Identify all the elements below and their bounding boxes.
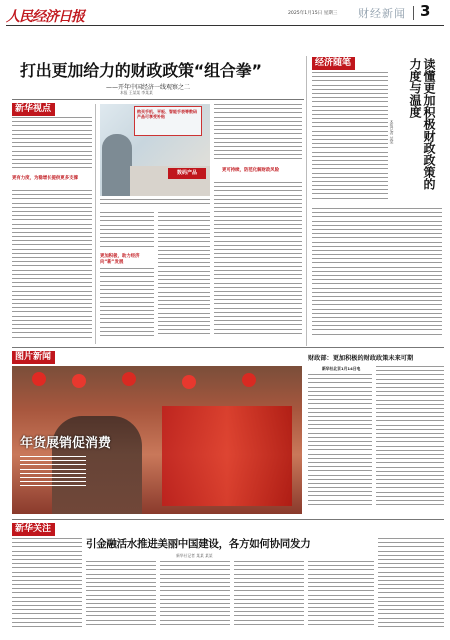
page-divider (413, 6, 414, 20)
column-byline: 本报记者 某某 (390, 120, 395, 145)
section-label-xinhua-focus: 新华关注 (12, 523, 55, 536)
photo-news-caption-body (20, 456, 86, 504)
section-rule-2 (12, 519, 444, 520)
photo-sign: 数码产品 (168, 168, 206, 179)
bottom-byline: 新华社记者 某某 某某 (176, 553, 213, 558)
right-box-subtitle: 新华社北京1月14日电 (322, 366, 361, 371)
bottom-body-col2 (86, 561, 156, 634)
bottom-body-col5 (308, 561, 374, 634)
lead-body-col4b (214, 182, 302, 342)
bottom-body-col3 (160, 561, 230, 634)
lead-subheadline: ——开年中国经济一线观察之二 (106, 84, 191, 91)
section-label-photo-news: 图片新闻 (12, 351, 55, 364)
bottom-body-col6 (378, 538, 444, 634)
photo-person (102, 134, 132, 196)
right-box-body-2 (376, 366, 444, 514)
lead-body-col2b (100, 268, 154, 342)
bottom-body-col4 (234, 561, 304, 634)
lantern-row (12, 372, 302, 392)
bottom-headline: 引金融活水推进美丽中国建设，各方如何协同发力 (86, 538, 311, 550)
lead-body-col4 (214, 104, 302, 166)
news-review-subhead-1: 更有力度，为稳增长提供更多支撑 (12, 176, 78, 181)
right-box-title: 财政部：更加积极的财政政策未来可期 (308, 355, 414, 362)
section-label-news-review: 新华视点 (12, 103, 55, 116)
photo-news-image (12, 366, 302, 514)
section-name: 财经新闻 (358, 7, 406, 20)
news-review-subhead-2: 更加积极，助力经济向“新”发展 (100, 254, 140, 265)
masthead-logo: 人民经济日报 (6, 9, 84, 25)
lead-headline: 打出更加给力的财政政策“组合拳” (20, 61, 262, 80)
economic-notes-body-2 (312, 208, 442, 342)
date-line: 2025年1月15日 星期三 (288, 11, 338, 16)
lead-photo (100, 104, 210, 196)
column-title-vertical: 读懂更加积极财政政策的力度与温度 (408, 58, 436, 190)
col-rule-2 (306, 56, 307, 346)
bottom-body-col1 (12, 538, 82, 634)
photo-news-caption-title: 年货展销促消费 (20, 436, 112, 451)
lead-byline: 本报 王某某 李某某 (120, 90, 153, 95)
economic-notes-body-1 (312, 72, 388, 206)
masthead (6, 4, 116, 26)
stall-red-goods (162, 406, 292, 506)
lead-body-col2 (100, 212, 154, 252)
section-label-economic-notes: 经济随笔 (312, 57, 355, 70)
lead-body-col3 (158, 212, 210, 342)
header-rule (6, 25, 444, 26)
photo-caption-lead (100, 199, 210, 209)
photo-banner: 购买手机、平板、智能手表等数码产品可享受补贴 (134, 106, 202, 136)
right-box-body-1 (308, 374, 372, 514)
section-rule-1 (12, 347, 444, 348)
news-review-body-1 (12, 117, 92, 175)
page-number: 3 (420, 2, 431, 20)
news-review-body-2 (12, 190, 92, 340)
news-review-subhead-3: 更可持续，防范化解财政风险 (222, 168, 280, 173)
headline-rule (12, 99, 304, 100)
col-rule-1 (95, 104, 96, 344)
